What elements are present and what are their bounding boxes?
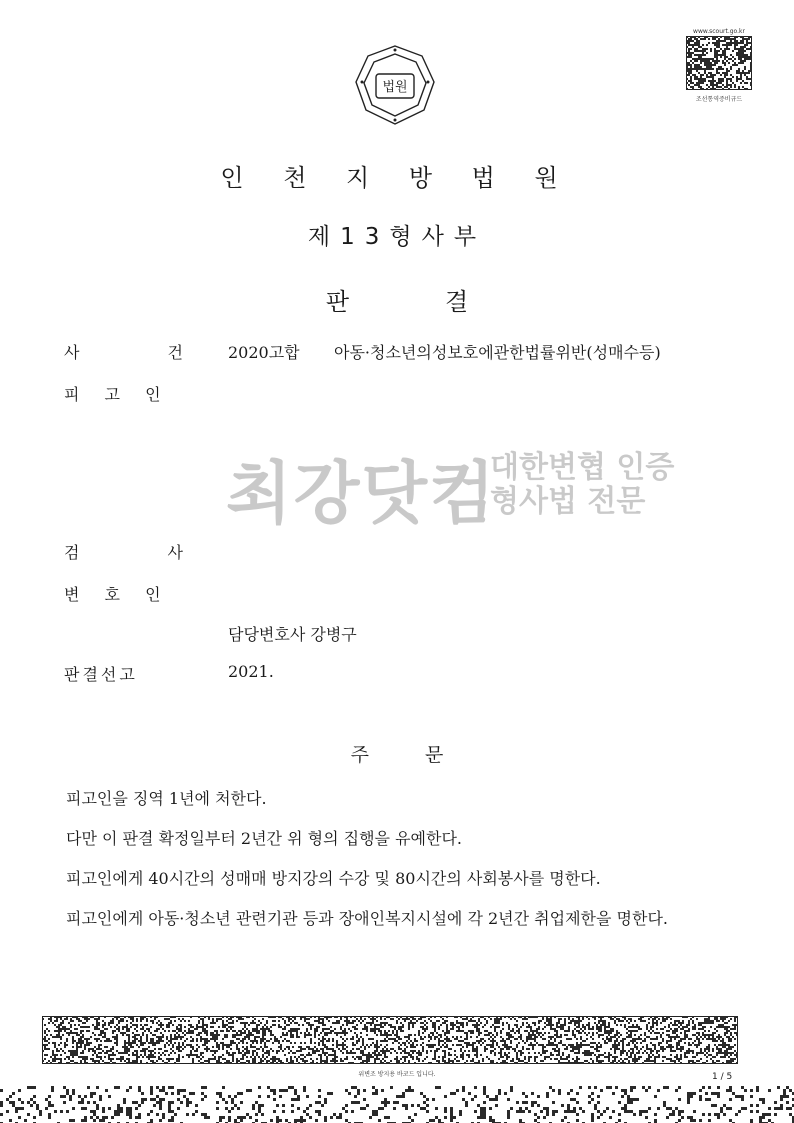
prosecutor-label: 검 사 [64, 543, 193, 562]
order-line: 피고인에게 아동·청소년 관련기관 등과 장애인복지시설에 각 2년간 취업제한을 명한다. [66, 909, 668, 928]
order-line: 피고인을 징역 1년에 처한다. [66, 789, 267, 808]
watermark-logo: 최강닷컴 [226, 455, 497, 534]
sentencing-date-label: 판결선고 [64, 665, 138, 684]
sentencing-date: 2021. [228, 662, 274, 681]
watermark-line-2: 형사법 전문 [490, 484, 646, 519]
order-heading-left: 주 [350, 744, 369, 766]
watermark-line-1: 대한변협 인증 [490, 450, 675, 485]
order-heading-right: 문 [425, 744, 444, 766]
qr-url-text: www.scourt.go.kr [693, 28, 745, 35]
case-label: 사 건 [64, 343, 193, 362]
defense-counsel: 담당변호사 강병구 [228, 625, 357, 644]
scan-noise-strip [0, 1086, 794, 1123]
page-number: 1 / 5 [712, 1072, 733, 1082]
barcode-note: 위변조 방지용 바코드 입니다. [358, 1071, 436, 1078]
order-heading [0, 740, 794, 767]
svg-text:법원: 법원 [382, 80, 408, 95]
document-type-right: 결 [445, 288, 469, 316]
document-type [0, 282, 794, 317]
document-type-left: 판 [325, 288, 349, 316]
division-name: 제13형사부 [307, 224, 487, 250]
case-name: 아동·청소년의성보호에관한법률위반(성매수등) [334, 343, 661, 362]
qr-caption: 조선통역증비규드 [695, 96, 743, 103]
case-number: 2020고합 [228, 343, 300, 362]
court-name: 인 천 지 방 법 원 [220, 164, 574, 192]
defense-label: 변 호 인 [64, 585, 171, 604]
order-line: 다만 이 판결 확정일부터 2년간 위 형의 집행을 유예한다. [66, 829, 462, 848]
defendant-label: 피 고 인 [64, 385, 171, 404]
order-line: 피고인에게 40시간의 성매매 방지강의 수강 및 80시간의 사회봉사를 명한다. [66, 869, 601, 888]
anti-forgery-barcode-icon [42, 1016, 738, 1064]
qr-code-icon [686, 36, 752, 90]
court-seal-icon [352, 42, 438, 128]
